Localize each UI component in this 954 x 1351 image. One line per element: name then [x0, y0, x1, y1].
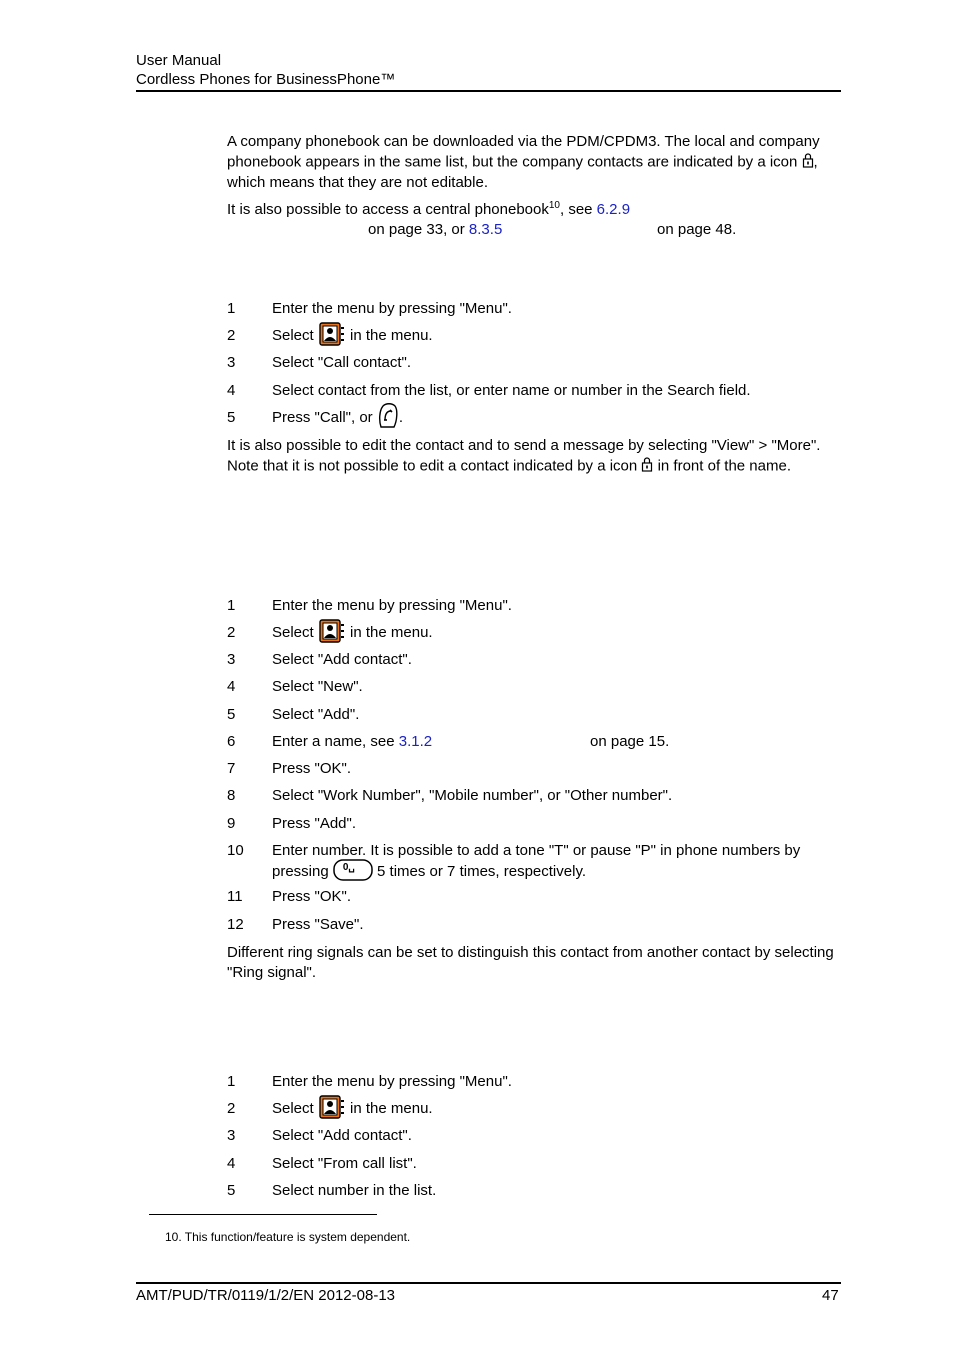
step-number: 11 [227, 888, 243, 905]
step-text: Select "Call contact". [272, 354, 412, 371]
step-text: Select "Add contact". [272, 651, 412, 668]
step-number: 1 [227, 597, 236, 614]
step-text: Enter the menu by pressing "Menu". [272, 1073, 512, 1090]
step-number: 5 [227, 409, 236, 426]
step-text: Select "Work Number", "Mobile number", or "Other number". [272, 787, 673, 804]
step-number: 8 [227, 787, 236, 804]
page-number: 47 [822, 1287, 839, 1304]
page-ref-15: on page 15. [590, 733, 670, 750]
step-text: Select "Add". [272, 706, 360, 723]
edit-contact-note: It is also possible to edit the contact and to send a message by selecting "View" > "More". Note that it is not possible to edit a contact indicated by a icon in front of the name. [227, 436, 841, 477]
central-phonebook-line [227, 201, 630, 218]
step-text: Enter the menu by pressing "Menu". [272, 300, 512, 317]
step-text: Select contact from the list, or enter name or number in the Search field. [272, 382, 751, 399]
footnote-rule [149, 1214, 377, 1215]
step-text: Select "Add contact". [272, 1127, 412, 1144]
step-text: Select in the menu. [272, 322, 433, 350]
zero-key-icon [333, 859, 373, 885]
step-number: 5 [227, 1182, 236, 1199]
step-number: 9 [227, 815, 236, 832]
contacts-menu-icon [318, 619, 346, 647]
contacts-menu-icon [318, 322, 346, 350]
step-number: 4 [227, 382, 236, 399]
step-number: 7 [227, 760, 236, 777]
step-text: Select in the menu. [272, 1095, 433, 1123]
header-rule [136, 90, 841, 92]
page-ref-33 [368, 221, 502, 238]
link-6-2-9[interactable]: 6.2.9 [596, 201, 631, 218]
step-number: 2 [227, 327, 236, 344]
step-text: Select in the menu. [272, 619, 433, 647]
step-number: 10 [227, 842, 244, 859]
step-number: 3 [227, 354, 236, 371]
intro-paragraph [227, 132, 841, 193]
step-text: Press "OK". [272, 888, 351, 905]
step-text: Press "Add". [272, 815, 357, 832]
step-number: 3 [227, 651, 236, 668]
central-text-c: on page 33, or [368, 221, 469, 238]
step-text: Select number in the list. [272, 1182, 437, 1199]
step-text: Select "New". [272, 678, 363, 695]
contacts-menu-icon [318, 1095, 346, 1123]
step-text: Press "OK". [272, 760, 351, 777]
step-number: 5 [227, 706, 236, 723]
link-3-1-2[interactable]: 3.1.2 [398, 733, 433, 750]
document-id: AMT/PUD/TR/0119/1/2/EN 2012-08-13 [136, 1287, 396, 1304]
step-number: 3 [227, 1127, 236, 1144]
call-key-icon [377, 403, 399, 433]
step-number: 4 [227, 678, 236, 695]
step-number: 1 [227, 300, 236, 317]
lock-icon [641, 456, 653, 478]
page-ref-48: on page 48. [657, 221, 737, 238]
step-text: Press "Save". [272, 916, 364, 933]
zero-key-label: 0␣ [342, 862, 355, 873]
footnote-ref[interactable]: 10 [548, 200, 560, 211]
intro-text-b: , which means that they are not editable. [227, 153, 818, 191]
step-text: pressing 0␣ 5 times or 7 times, respectively. [272, 859, 586, 885]
lock-icon [802, 152, 814, 174]
step-text: Enter number. It is possible to add a tone "T" or pause "P" in phone numbers by [272, 842, 801, 859]
intro-text-a: A company phonebook can be downloaded via the PDM/CPDM3. The local and company phonebook appears in the same list, but the company contacts are indicated by a icon [227, 133, 820, 171]
header-subtitle: Cordless Phones for BusinessPhone™ [136, 71, 396, 88]
step-text: Press "Call", or . [272, 403, 403, 433]
footer-rule [136, 1282, 841, 1284]
step-number: 2 [227, 1100, 236, 1117]
step-number: 1 [227, 1073, 236, 1090]
step-number: 4 [227, 1155, 236, 1172]
step-number: 12 [227, 916, 244, 933]
header-title: User Manual [136, 52, 222, 69]
central-text-b: , see [559, 201, 597, 218]
link-8-3-5[interactable]: 8.3.5 [468, 221, 503, 238]
step-text: Enter the menu by pressing "Menu". [272, 597, 512, 614]
step-text: Enter a name, see 3.1.2 [272, 733, 433, 750]
step-number: 6 [227, 733, 236, 750]
central-text-a: It is also possible to access a central phonebook [227, 201, 549, 218]
ring-signal-note: Different ring signals can be set to distinguish this contact from another contact by selecting "Ring signal". [227, 944, 834, 981]
step-text: Select "From call list". [272, 1155, 417, 1172]
step-number: 2 [227, 624, 236, 641]
footnote-text: 10. This function/feature is system dependent. [165, 1230, 411, 1244]
